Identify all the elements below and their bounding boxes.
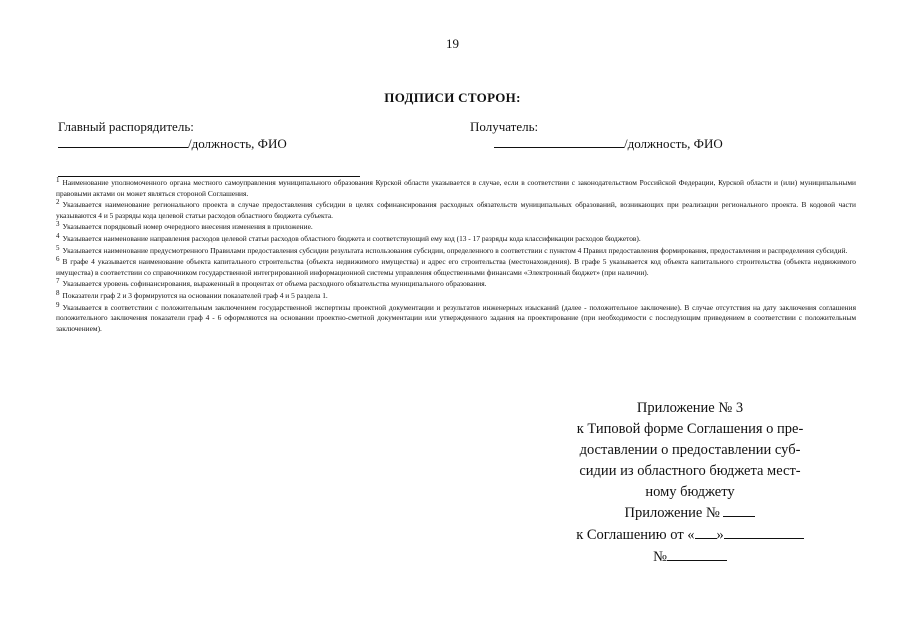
right-party-signature [470, 135, 723, 152]
annex-sub-heading: Приложение № [520, 502, 860, 524]
right-party [470, 118, 723, 152]
left-signature-caption: /должность, ФИО [188, 136, 287, 151]
footnote-7: $^7$ Указывается уровень софинансирования, выраженный в процентах от объема расходного обязательства муниципального образования. [56, 277, 487, 289]
page-number: 19 [446, 36, 459, 51]
right-signature-caption: /должность, ФИО [624, 136, 723, 151]
annex-line-2: доставлении о предоставлении суб- [579, 442, 801, 458]
footnote-4: $^4$ Указывается наименование направления расходов целевой статьи расходов областного бюджета и соответствующий ему код (13 - 17 разряды кода классификации расходов бюджетов). [56, 231, 641, 243]
footnote-5: $^5$ Указывается наименование предусмотренного Правилами предоставления субсидии результата использования субсидии, определенного в соответствии с пунктом 4 Правил предоставления формирования, предоставления и распределения субсидий. [56, 243, 848, 255]
annex-heading: Приложение № 3 [636, 400, 744, 416]
footnote-6: $^6$ В графе 4 указывается наименование объекта капитального строительства (объекта недвижимого имущества) и адрес его строительства (местонахождения). В графе 5 указывается код объекта капитального строительства (объекта недвижимого имущества) в соответствии со справочником государственной интегрированной информационной системы управления общественными финансами «Электронный бюджет» (при наличии). [56, 255, 856, 277]
annex-agreement-number: № [520, 546, 860, 568]
left-party [58, 118, 287, 152]
footnote-1: $^1$ Наименование уполномоченного органа местного самоуправления муниципального образования Курской области указывается в случае, если в соответствии с законодательством Российской Федерации, Курской области и (или) муниципальными правовыми актами он может являться стороной Соглашения. [56, 176, 856, 198]
footnote-8: $^8$ Показатели граф 2 и 3 формируются на основании показателей граф 4 и 5 раздела 1. [56, 288, 328, 300]
agreement-number-blank [667, 546, 727, 561]
footnotes [56, 178, 856, 335]
left-signature-line [58, 135, 188, 148]
annex-line-4: ному бюджету [645, 484, 735, 500]
left-party-signature [58, 135, 287, 152]
right-party-label: Получатель: [470, 119, 539, 134]
annex-line-1: к Типовой форме Соглашения о пре- [576, 421, 804, 437]
footnote-2: $^2$ Указывается наименование регионального проекта в случае предоставления субсидии в целях софинансирования расходных обязательств муниципальных образований, возникающих при реализации регионального проекта. В кодовой части указываются 4 и 5 разряды кода целевой статьи расходов областного бюджета субъекта. [56, 198, 856, 220]
footnote-9: $^9$ Указывается в соответствии с положительным заключением государственной экспертизы проектной документации и результатов инженерных изысканий (далее - положительное заключение). В случае отсутствия на дату заключения соглашения положительного заключения показатели граф 4 - 6 оформляются на основании проектно-сметной документации или утвержденного задания на проектирование (при необходимости с последующим приведением в соответствии с положительным заключением). [56, 300, 856, 333]
annex-agreement-line: к Соглашению от « » [520, 524, 860, 546]
left-party-label: Главный распорядитель: [58, 119, 194, 134]
annex-agreement-block [520, 502, 860, 568]
signatures-title: ПОДПИСИ СТОРОН: [384, 90, 521, 105]
annex-line-3: сидии из областного бюджета мест- [579, 463, 801, 479]
agreement-day-blank [695, 524, 717, 539]
footnote-3: $^3$ Указывается порядковый номер очередного внесения изменения в приложение. [56, 220, 313, 232]
annex-block [520, 398, 860, 503]
right-signature-line [494, 135, 624, 148]
agreement-date-blank [724, 524, 804, 539]
footnote-separator [58, 176, 360, 177]
annex-number-blank [723, 502, 755, 517]
